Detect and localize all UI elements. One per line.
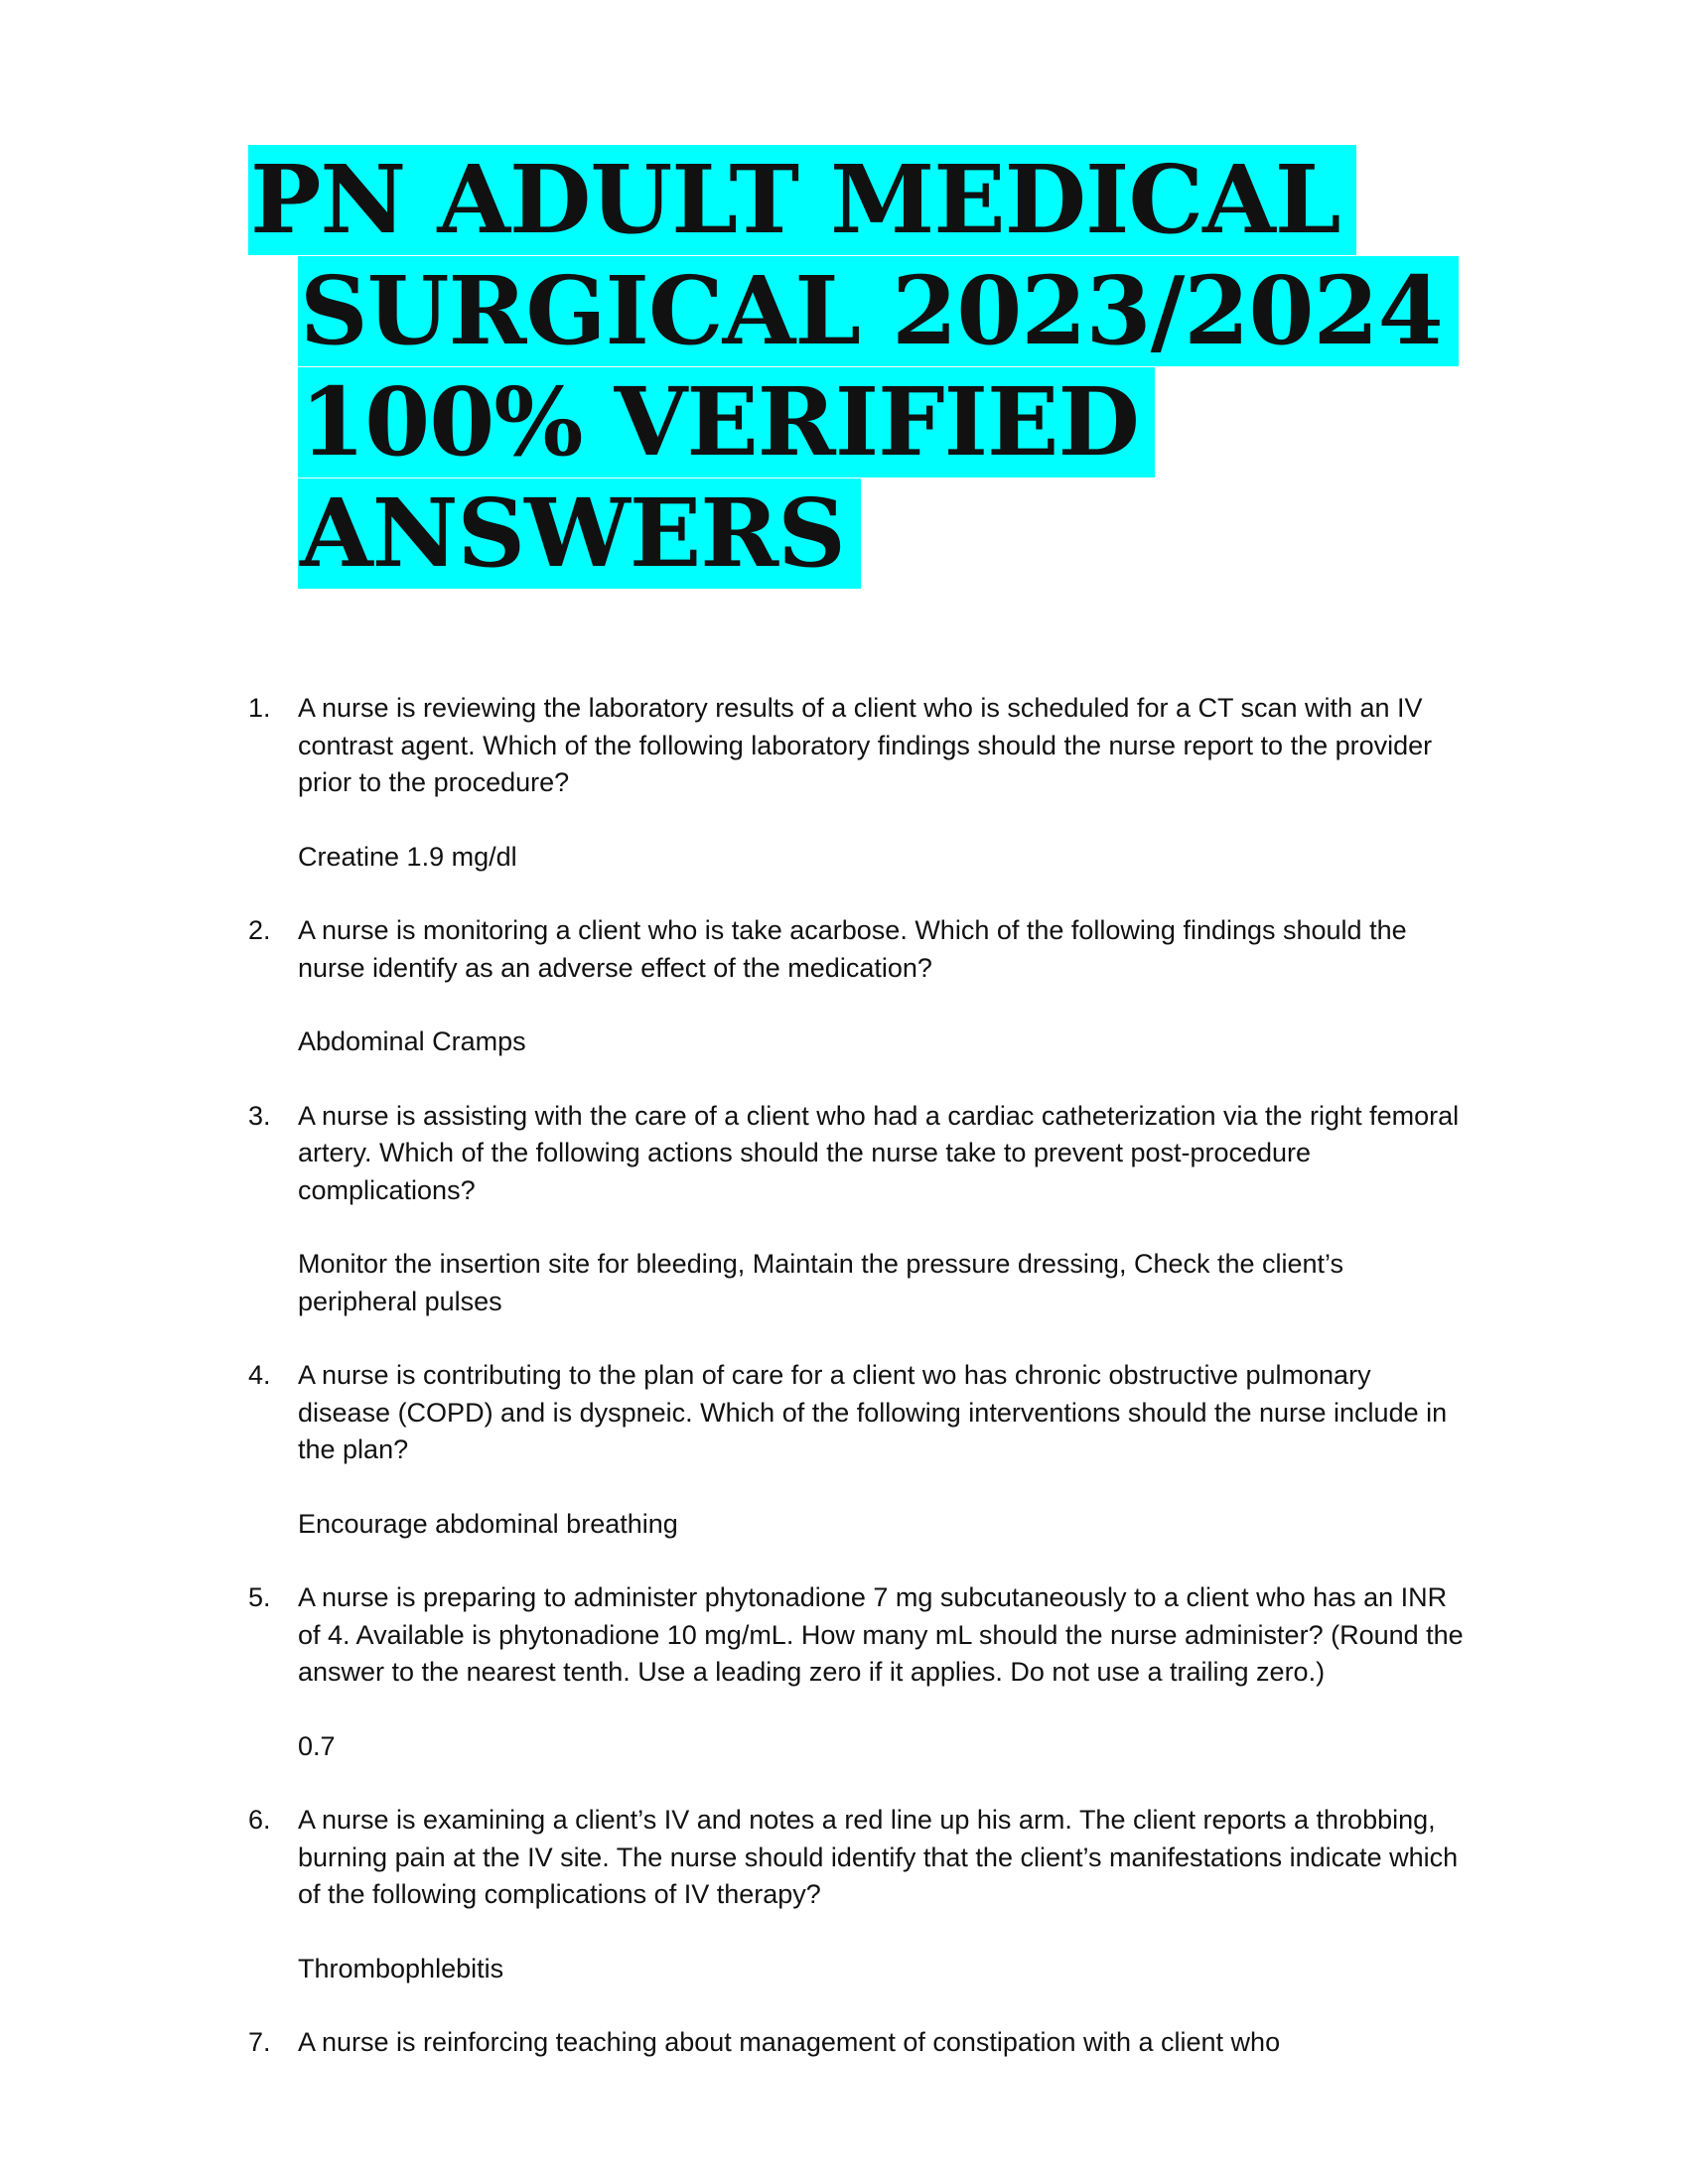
question-text: A nurse is contributing to the plan of care for a client wo has chronic obstructive pulmonary disease (COPD) and is dyspneic. Which of the following interventions should the nurse include in the plan? <box>298 1360 1448 1464</box>
question-item <box>248 1357 1470 1543</box>
question-number: 7. <box>248 2027 271 2057</box>
question-answer: Abdominal Cramps <box>298 1026 526 1056</box>
question-number: 4. <box>248 1360 271 1390</box>
question-answer: Thrombophlebitis <box>298 1953 504 1983</box>
question-text: A nurse is reinforcing teaching about management of constipation with a client who <box>298 2027 1281 2057</box>
question-number: 2. <box>248 915 271 945</box>
question-item <box>248 1579 1470 1765</box>
question-answer: Creatine 1.9 mg/dl <box>298 841 517 872</box>
question-text: A nurse is assisting with the care of a client who had a cardiac catheterization via the right femoral artery. Which of the following actions should the nurse take to prevent post-procedure complications? <box>298 1100 1460 1205</box>
question-list <box>248 690 1470 2062</box>
question-item <box>248 912 1470 1061</box>
question-text: A nurse is examining a client’s IV and notes a red line up his arm. The client reports a throbbing, burning pain at the IV site. The nurse should identify that the client’s manifestations indicate which of the following complications of IV therapy? <box>298 1805 1459 1909</box>
document-title <box>248 145 1459 590</box>
question-item <box>248 690 1470 876</box>
question-number: 6. <box>248 1805 271 1835</box>
question-number: 3. <box>248 1100 271 1131</box>
question-answer: 0.7 <box>298 1730 336 1761</box>
question-number: 1. <box>248 693 271 723</box>
question-answer: Monitor the insertion site for bleeding, Maintain the pressure dressing, Check the client’s peripheral pulses <box>298 1249 1344 1316</box>
question-answer: Encourage abdominal breathing <box>298 1508 678 1539</box>
question-item <box>248 2024 1470 2062</box>
question-number: 5. <box>248 1582 271 1612</box>
title-line: ANSWERS <box>248 478 1459 590</box>
question-item <box>248 1802 1470 1987</box>
title-line: PN ADULT MEDICAL <box>248 145 1459 256</box>
question-text: A nurse is preparing to administer phytonadione 7 mg subcutaneously to a client who has an INR of 4. Available is phytonadione 10 mg/mL. How many mL should the nurse administer? (Round the answer to the nearest tenth. Use a leading zero if it applies. Do not use a trailing zero.) <box>298 1582 1464 1687</box>
question-text: A nurse is monitoring a client who is take acarbose. Which of the following findings should the nurse identify as an adverse effect of the medication? <box>298 915 1407 983</box>
question-item <box>248 1098 1470 1321</box>
title-line: 100% VERIFIED <box>248 367 1459 478</box>
question-text: A nurse is reviewing the laboratory results of a client who is scheduled for a CT scan with an IV contrast agent. Which of the following laboratory findings should the nurse report to the provider prior to the procedure? <box>298 693 1433 797</box>
title-line: SURGICAL 2023/2024 <box>248 256 1459 367</box>
